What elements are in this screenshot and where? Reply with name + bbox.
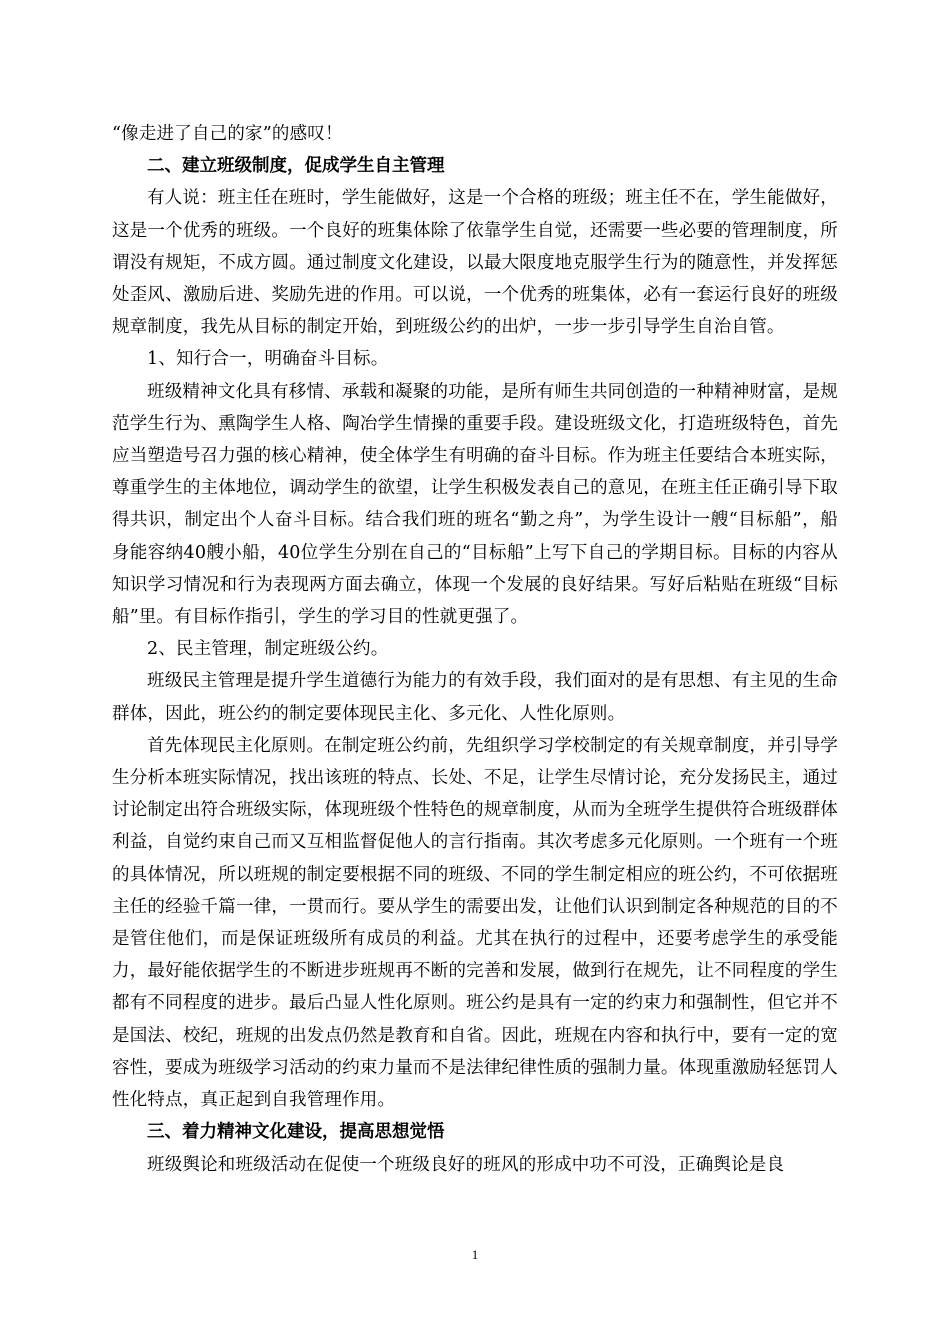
paragraph: 有人说：班主任在班时，学生能做好，这是一个合格的班级；班主任不在，学生能做好，这是一个优秀的班级。一个良好的班集体除了依靠学生自觉，还需要一些必要的管理制度，所谓没有规矩，不成方圆。通过制度文化建设，以最大限度地克服学生行为的随意性，并发挥惩处歪风、激励后进、奖励先进的作用。可以说，一个优秀的班集体，必有一套运行良好的班级规章制度，我先从目标的制定开始，到班级公约的出炉，一步一步引导学生自治自管。 (112, 188, 838, 338)
page-number: 1 (471, 1247, 479, 1262)
paragraph: 首先体现民主化原则。在制定班公约前，先组织学习学校制定的有关规章制度，并引导学生分析本班实际情况，找出该班的特点、长处、不足，让学生尽情讨论，充分发扬民主，通过讨论制定出符合班级实际，体现班级个性特色的规章制度，从而为全班学生提供符合班级群体利益，自觉约束自己而又互相监督促他人的言行指南。其次考虑多元化原则。一个班有一个班的具体情况，所以班规的制定要根据不同的班级、不同的学生制定相应的班公约，不可依据班主任的经验千篇一律，一贯而行。要从学生的需要出发，让他们认识到制定各种规范的目的不是管住他们，而是保证班级所有成员的利益。尤其在执行的过程中，还要考虑学生的承受能力，最好能依据学生的不断进步班规再不断的完善和发展，做到行在规先，让不同程度的学生都有不同程度的进步。最后凸显人性化原则。班公约是具有一定的约束力和强制性，但它并不是国法、校纪，班规的出发点仍然是教育和自省。因此，班规在内容和执行中，要有一定的宽容性，要成为班级学习活动的约束力量而不是法律纪律性质的强制力量。体现重激励轻惩罚人性化特点，真正起到自我管理作用。 (112, 735, 838, 1111)
document-body (112, 118, 838, 1181)
paragraph: 班级民主管理是提升学生道德行为能力的有效手段，我们面对的是有思想、有主见的生命群体，因此，班公约的制定要体现民主化、多元化、人性化原则。 (112, 671, 838, 724)
subheading-2: 2、民主管理，制定班级公约。 (147, 639, 389, 660)
subheading-1: 1、知行合一，明确奋斗目标。 (147, 349, 389, 370)
section-heading-3: 三、着力精神文化建设，提高思想觉悟 (147, 1122, 445, 1143)
paragraph-continuation: “像走进了自己的家”的感叹！ (112, 124, 343, 144)
paragraph: 班级精神文化具有移情、承载和凝聚的功能，是所有师生共同创造的一种精神财富，是规范学生行为、熏陶学生人格、陶冶学生情操的重要手段。建设班级文化，打造班级特色，首先应当塑造号召力强的核心精神，使全体学生有明确的奋斗目标。作为班主任要结合本班实际，尊重学生的主体地位，调动学生的欲望，让学生积极发表自己的意见，在班主任正确引导下取得共识，制定出个人奋斗目标。结合我们班的班名“勤之舟”，为学生设计一艘“目标船”，船身能容纳40艘小船，40位学生分别在自己的“目标船”上写下自己的学期目标。目标的内容从知识学习情况和行为表现两方面去确立，体现一个发展的良好结果。写好后粘贴在班级“目标船”里。有目标作指引，学生的学习目的性就更强了。 (112, 381, 838, 628)
paragraph: 班级舆论和班级活动在促使一个班级良好的班风的形成中功不可没，正确舆论是良 (147, 1154, 785, 1175)
section-heading-2: 二、建立班级制度，促成学生自主管理 (147, 156, 445, 177)
